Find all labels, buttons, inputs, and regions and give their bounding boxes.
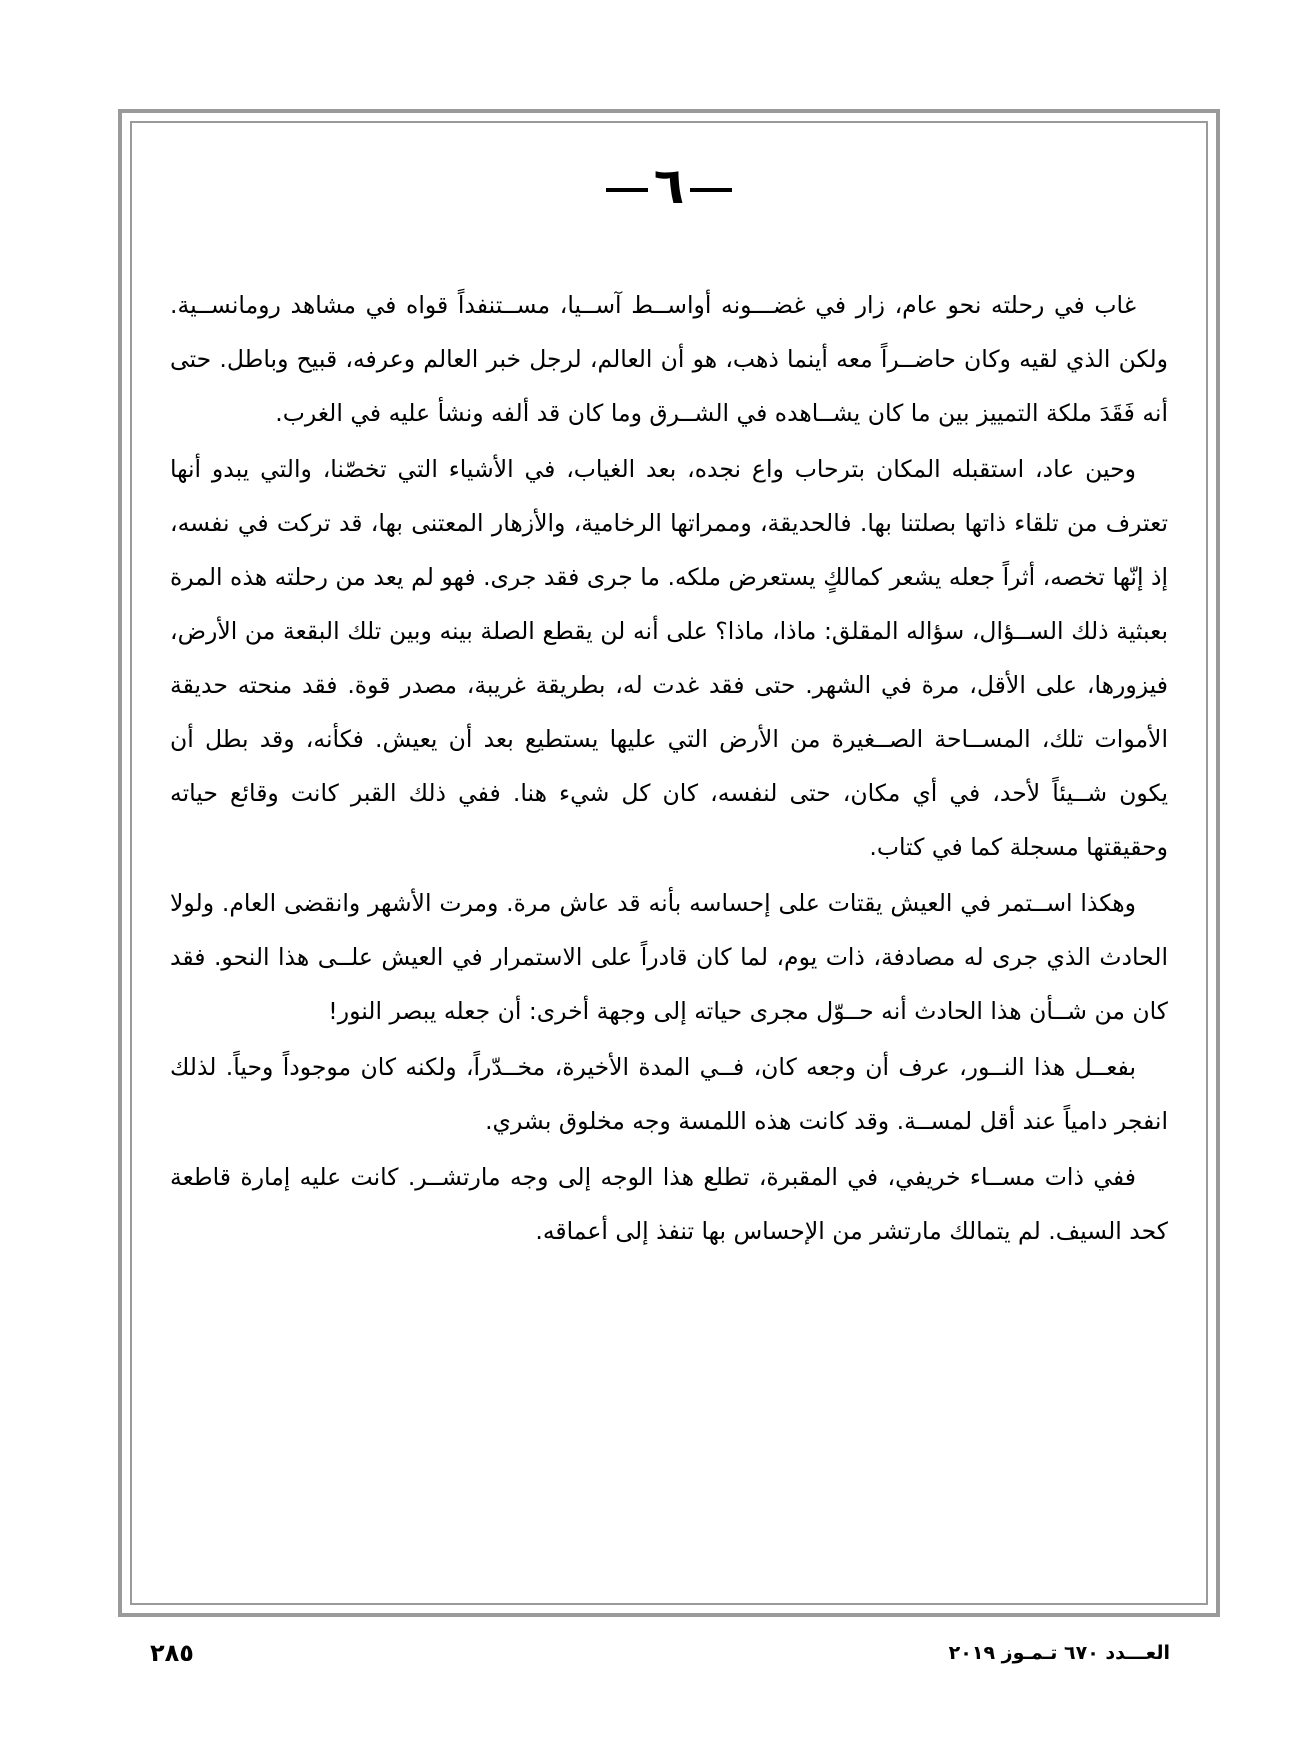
article-body xyxy=(170,278,1168,1260)
paragraph-1: غاب في رحلته نحو عام، زار في غضـــونه أواســط آســيا، مســتنفداً قواه في مشاهد رومانســية. ولكن الذي لقيه وكان حاضــراً معه أينما ذهب، هو أن العالم، لرجل خبر العالم وعرفه، قبيح وباطل. حتى أنه فَقَدَ ملكة التمييز بين ما كان يشــاهده في الشــرق وما كان قد ألفه ونشأ عليه في الغرب. xyxy=(170,291,1168,427)
header-dash-left xyxy=(606,188,648,192)
paragraph-4: بفعــل هذا النــور، عرف أن وجعه كان، فــي المدة الأخيرة، مخــدّراً، ولكنه كان موجوداً وحياً. لذلك انفجر دامياً عند أقل لمســة. وقد كانت هذه اللمسة وجه مخلوق بشري. xyxy=(170,1053,1168,1135)
section-number-header xyxy=(122,156,1216,216)
page-number: ٢٨٥ xyxy=(150,1639,194,1667)
page-frame-outer xyxy=(118,109,1220,1617)
paragraph-2: وحين عاد، استقبله المكان بترحاب واع نجده، بعد الغياب، في الأشياء التي تخصّنا، والتي يبدو أنها تعترف من تلقاء ذاتها بصلتنا بها. فالحديقة، وممراتها الرخامية، والأزهار المعتنى بها، قد تركت في نفسه، إذ إنّها تخصه، أثراً جعله يشعر كمالكٍ يستعرض ملكه. ما جرى فقد جرى. فهو لم يعد من رحلته هذه المرة بعبثية ذلك الســؤال، سؤاله المقلق: ماذا، ماذا؟ على أنه لن يقطع الصلة بينه وبين تلك البقعة من الأرض، فيزورها، على الأقل، مرة في الشهر. حتى فقد غدت له، بطريقة غريبة، مصدر قوة. فقد منحته حديقة الأموات تلك، المســاحة الصــغيرة من الأرض التي عليها يستطيع بعد أن يعيش. فكأنه، وقد بطل أن يكون شــيئاً لأحد، في أي مكان، حتى لنفسه، كان كل شيء هنا. ففي ذلك القبر كانت وقائع حياته وحقيقتها مسجلة كما في كتاب. xyxy=(170,455,1168,861)
header-dash-right xyxy=(690,188,732,192)
paragraph-3: وهكذا اســتمر في العيش يقتات على إحساسه بأنه قد عاش مرة. ومرت الأشهر وانقضى العام. ولولا الحادث الذي جرى له مصادفة، ذات يوم، لما كان قادراً على الاستمرار في العيش علــى هذا النحو. فقد كان من شــأن هذا الحادث أنه حــوّل مجرى حياته إلى وجهة أخرى: أن جعله يبصر النور! xyxy=(170,889,1168,1025)
paragraph-5: ففي ذات مســاء خريفي، في المقبرة، تطلع هذا الوجه إلى وجه مارتشــر. كانت عليه إمارة قاطعة كحد السيف. لم يتمالك مارتشر من الإحساس بها تنفذ إلى أعماقه. xyxy=(170,1163,1168,1245)
section-number: ٦ xyxy=(653,157,685,215)
issue-info: العـــدد ٦٧٠ تـمـوز ٢٠١٩ xyxy=(948,1642,1170,1664)
